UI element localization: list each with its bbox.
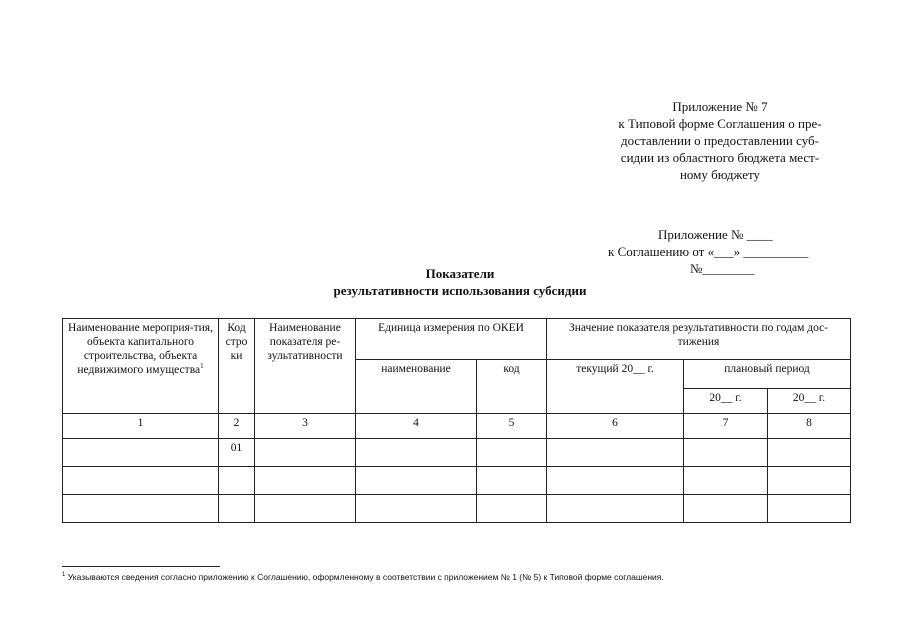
table-cell	[356, 495, 477, 523]
header-okei-unit: Единица измерения по ОКЕИ	[356, 319, 547, 360]
appendix-line: доставлении о предоставлении суб-	[620, 133, 819, 148]
table-cell	[768, 467, 851, 495]
table-cell	[255, 439, 356, 467]
table-cell	[63, 439, 219, 467]
column-number: 8	[768, 414, 851, 439]
appendix-line: ному бюджету	[679, 167, 761, 182]
indicators-table	[62, 318, 851, 523]
row-code-cell	[219, 495, 255, 523]
table-cell	[63, 467, 219, 495]
header-planning-period: плановый период	[684, 360, 851, 389]
table-row	[63, 495, 851, 523]
header-indicator-values: Значение показателя результативности по годам дос-тижения	[547, 319, 851, 360]
footnote	[62, 572, 852, 583]
table-cell	[356, 467, 477, 495]
title-line-1: Показатели	[425, 266, 495, 281]
table-row	[63, 439, 851, 467]
table-cell	[684, 439, 768, 467]
table-cell	[768, 439, 851, 467]
table-row	[63, 467, 851, 495]
footnote-mark: 1	[200, 362, 204, 371]
table-cell	[255, 467, 356, 495]
table-cell	[684, 467, 768, 495]
appendix-line: сидии из областного бюджета мест-	[620, 150, 820, 165]
table-cell	[477, 467, 547, 495]
header-indicator-name: Наименование показателя ре-зультативности	[255, 319, 356, 414]
agreement-number: №________	[690, 261, 755, 276]
footnote-text: Указываются сведения согласно приложению к Соглашению, оформленному в соответствии с приложением № 1 (№ 5) к Типовой форме соглашения.	[67, 572, 664, 582]
row-code-cell	[219, 467, 255, 495]
footnote-divider	[62, 566, 220, 567]
appendix-line: к Типовой форме Соглашения о пре-	[618, 116, 822, 131]
table-cell	[356, 439, 477, 467]
table-cell	[477, 439, 547, 467]
column-number: 4	[356, 414, 477, 439]
column-number: 6	[547, 414, 684, 439]
footnote-mark: 1	[62, 572, 66, 579]
column-number: 1	[63, 414, 219, 439]
table-cell	[547, 439, 684, 467]
document-title	[250, 265, 670, 299]
column-number: 2	[219, 414, 255, 439]
table-cell	[63, 495, 219, 523]
row-code-cell: 01	[219, 439, 255, 467]
table-cell	[547, 495, 684, 523]
agreement-date: к Соглашению от «___» __________	[608, 244, 809, 259]
header-row-code: Код стро ки	[219, 319, 255, 414]
header-current-year: текущий 20__ г.	[547, 360, 684, 414]
table-cell	[547, 467, 684, 495]
header-planning-year-1: 20__ г.	[684, 389, 768, 414]
agreement-appendix-number: Приложение № ____	[658, 227, 773, 242]
header-planning-year-2: 20__ г.	[768, 389, 851, 414]
table-cell	[255, 495, 356, 523]
appendix-number-block	[585, 98, 855, 183]
appendix-line: Приложение № 7	[672, 99, 768, 114]
column-number: 5	[477, 414, 547, 439]
header-activity-name: Наименование мероприя-тия, объекта капитального строительства, объекта недвижимого имущества$^1$	[63, 319, 219, 414]
header-okei-name: наименование	[356, 360, 477, 414]
header-okei-code: код	[477, 360, 547, 414]
column-number: 3	[255, 414, 356, 439]
title-line-2: результативности использования субсидии	[333, 283, 587, 298]
table-cell	[768, 495, 851, 523]
column-number: 7	[684, 414, 768, 439]
table-cell	[684, 495, 768, 523]
table-cell	[477, 495, 547, 523]
